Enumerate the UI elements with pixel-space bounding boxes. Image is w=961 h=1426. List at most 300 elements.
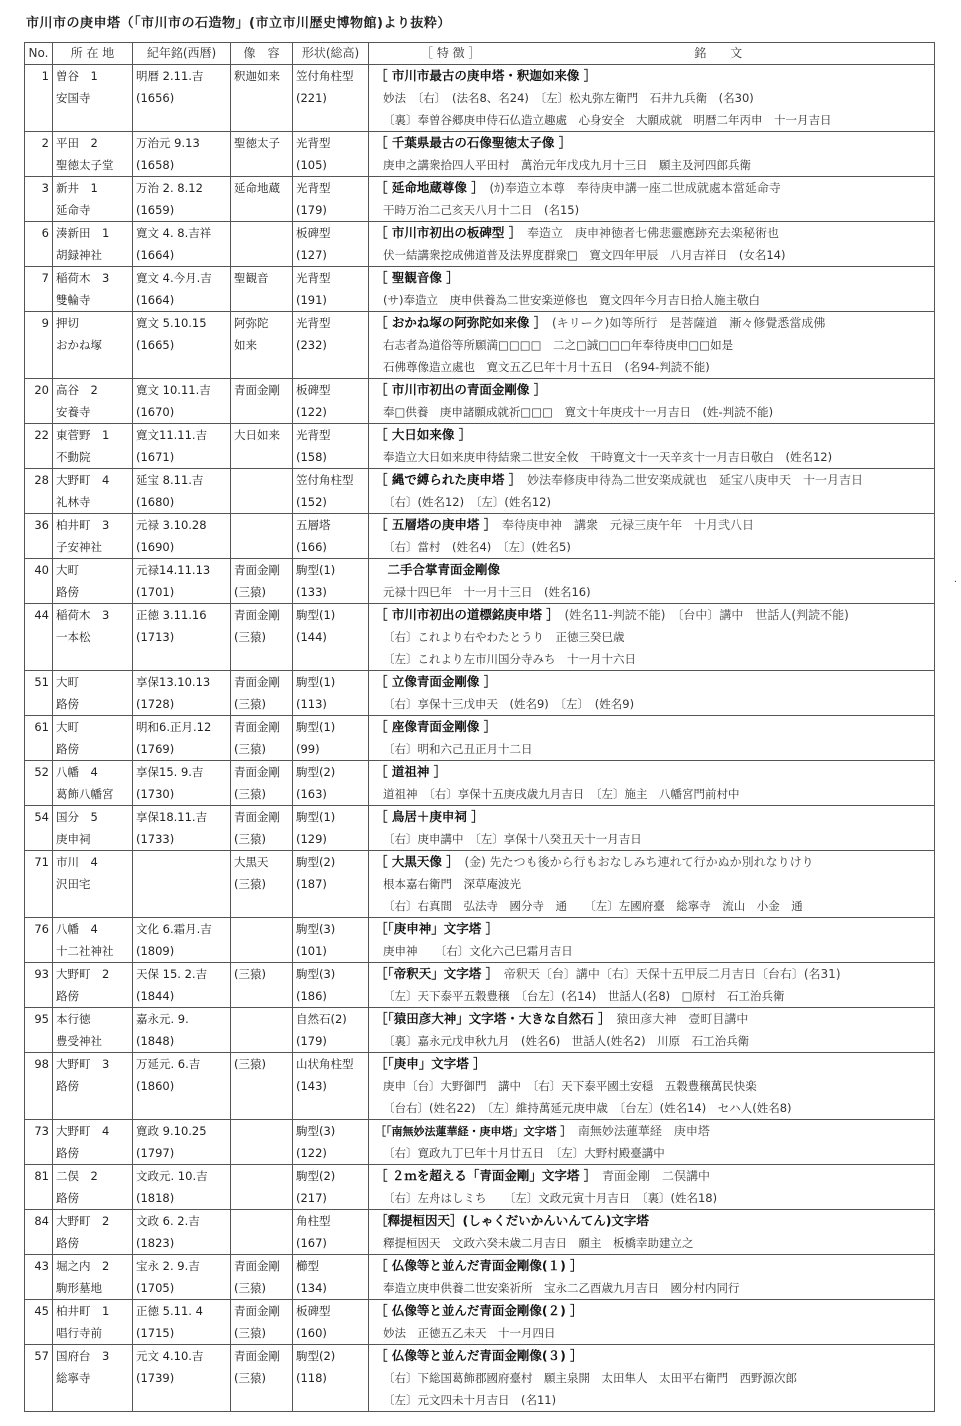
row-inscription-line: 奉造立庚申供養二世安楽祈所 宝永二乙酉歳九月吉日 國分村内同行 [383,1281,740,1295]
row-form-line: (113) [296,697,327,711]
row-date [133,1210,231,1255]
row-no [25,222,53,267]
table-row [25,963,935,1008]
row-no [25,1210,53,1255]
row-inscription-line: 干時万治二己亥天八月十二日 (名15) [383,203,580,217]
row-description [369,65,935,132]
row-image [231,1255,293,1300]
row-feature-line [369,851,934,873]
table-row [25,222,935,267]
row-date-line: 寛文 4. 8.吉祥 [136,226,212,240]
row-image-line: 延命地蔵 [234,181,280,195]
row-inscription-line: 元禄十四巳年 十一月十三日 (姓名16) [383,585,591,599]
row-image-line: 青面金剛 [234,383,280,397]
row-description [369,1165,935,1210]
row-location-line: 路傍 [56,742,79,756]
row-description [369,963,935,1008]
row-feature-line [369,963,934,985]
row-image [231,1053,293,1120]
row-location-line: 大野町 4 [56,473,110,487]
row-inscription-inline: (金) 先たつも後から行もおなしみち連れて行かぬか別れなりけり [452,855,814,869]
table-row [25,514,935,559]
row-feature-line [369,469,934,491]
row-no [25,918,53,963]
row-form-line: (158) [296,450,327,464]
row-image-line [231,536,292,558]
row-feature-line [369,1300,934,1322]
row-feature-heading: ［「庚申」文字塔 ］ [375,1056,486,1071]
row-no [25,761,53,806]
table-row [25,424,935,469]
row-inscription-inline: 妙法奉修庚申待為二世安楽成就也 延宝八庚申天 十一月吉日 [514,473,863,487]
row-no-line: 9 [41,316,49,330]
table-row [25,1165,935,1210]
row-form-line: 駒型(1) [296,720,336,734]
row-form [293,469,369,514]
row-location [53,379,133,424]
row-image [231,1210,293,1255]
row-description [369,1210,935,1255]
row-location [53,806,133,851]
row-location-line: 総寧寺 [56,1371,91,1385]
row-form-line: (187) [296,877,327,891]
row-description [369,671,935,716]
row-form-line: 駒型(1) [296,563,336,577]
row-location [53,671,133,716]
row-image-line: (三猿) [234,832,266,846]
row-description [369,1300,935,1345]
header-features-inscription [369,43,935,65]
row-location-line: 路傍 [56,697,79,711]
row-date-line: 寛文 10.11.吉 [136,383,211,397]
row-inscription-line: 庚申之講衆拾四人平田村 萬治元年戊戌九月十三日 願主及河四郎兵衛 [383,158,751,172]
row-location-line: 葛飾八幡宮 [56,787,114,801]
row-feature-heading: ［ 鳥居＋庚申祠 ］ [375,809,484,824]
row-form [293,312,369,379]
row-date [133,267,231,312]
row-feature-line [369,671,934,693]
row-image-line: 阿弥陀 [234,316,269,330]
row-feature-line [369,424,934,446]
table-row [25,379,935,424]
row-location [53,65,133,132]
row-location [53,604,133,671]
row-location [53,267,133,312]
row-form [293,132,369,177]
row-no [25,65,53,132]
row-form [293,424,369,469]
row-image [231,761,293,806]
row-image [231,514,293,559]
row-location [53,514,133,559]
row-no [25,559,53,604]
row-no [25,469,53,514]
row-image-line: 如来 [234,338,257,352]
row-description [369,267,935,312]
row-feature-line [369,1345,934,1367]
row-date-line [133,851,230,873]
row-date-line: 文政 6. 2.吉 [136,1214,200,1228]
table-row [25,1053,935,1120]
row-no [25,806,53,851]
row-form-line: 駒型(1) [296,608,336,622]
row-feature-heading: ［ 立像青面金剛像 ］ [375,674,497,689]
row-description [369,469,935,514]
row-inscription-inline: (ｶ)奉造立本尊 奉待庚申講一座二世成就處本當延命寺 [477,181,781,195]
row-image-line [231,1210,292,1232]
row-form-line: 光背型 [296,181,331,195]
row-image [231,1300,293,1345]
row-no-line: 61 [34,720,49,734]
row-date [133,379,231,424]
row-inscription-line: 奉□供養 庚申諸願成就祈□□□ 寛文十年庚戌十一月吉日 (姓-判読不能) [383,405,774,419]
row-date-line: 万延元. 6.吉 [136,1057,201,1071]
row-form-line: (127) [296,248,327,262]
row-form-line: 駒型(2) [296,765,336,779]
row-description [369,177,935,222]
row-image [231,132,293,177]
row-image-line: (三猿) [234,585,266,599]
row-location [53,132,133,177]
row-location-line: 十二社神社 [56,944,114,958]
row-location-line: 礼林寺 [56,495,91,509]
row-image-line [231,401,292,423]
row-image-line: 釈迦如来 [234,69,280,83]
row-image-line [231,940,292,962]
row-location-line: 胡録神社 [56,248,102,262]
row-description [369,604,935,671]
row-date-line: 宝永 2. 9.吉 [136,1259,200,1273]
row-inscription-line: 〔右〕左舟はしミち 〔左〕文政元寅十月吉日 〔裏〕(姓名18) [383,1191,718,1205]
row-no-line: 81 [34,1169,49,1183]
row-location [53,1300,133,1345]
row-form-line: (217) [296,1191,327,1205]
row-no [25,851,53,918]
row-image [231,379,293,424]
row-location [53,716,133,761]
row-image [231,604,293,671]
row-form [293,851,369,918]
row-location-line: 国府台 3 [56,1349,110,1363]
row-feature-heading: ［「猿田彦大神」文字塔・大きな自然石 ］ [375,1011,605,1026]
row-date-line: 万治元 9.13 [136,136,200,150]
row-form [293,918,369,963]
row-no-line: 98 [34,1057,49,1071]
row-date [133,222,231,267]
table-row [25,761,935,806]
row-image-line [231,289,292,311]
row-image-line: 聖観音 [234,271,269,285]
row-form [293,1255,369,1300]
row-no-line: 45 [34,1304,49,1318]
row-form [293,559,369,604]
row-form [293,65,369,132]
row-image [231,671,293,716]
row-date [133,469,231,514]
row-inscription-line: 奉造立大日如来庚申待結衆二世安全攸 干時寛文十一天辛亥十一月吉日敬白 (姓名12) [383,450,833,464]
row-feature-line [369,514,934,536]
row-description [369,559,935,604]
row-image [231,65,293,132]
row-image-line [231,199,292,221]
table-row [25,671,935,716]
row-date-line: (1728) [136,697,175,711]
header-form: 形状(総高) [293,43,369,65]
row-date-line: 文化 6.霜月.吉 [136,922,212,936]
row-image-line: (三猿) [234,1281,266,1295]
row-form-line: 駒型(2) [296,1349,336,1363]
row-image [231,716,293,761]
table-row [25,132,935,177]
row-date-line: 享保15. 9.吉 [136,765,204,779]
row-date-line: (1705) [136,1281,175,1295]
row-feature-line [369,918,934,940]
row-location-line: 大野町 4 [56,1124,110,1138]
row-no-line: 84 [34,1214,49,1228]
row-no-line: 22 [34,428,49,442]
row-form-line: 笠付角柱型 [296,473,354,487]
row-feature-line [369,222,934,244]
table-row [25,806,935,851]
row-date-line: (1680) [136,495,175,509]
row-date [133,806,231,851]
row-description [369,806,935,851]
row-inscription-line: 〔右〕當村 (姓名4) 〔左〕(姓名5) [383,540,571,554]
row-date-line: 文政元. 10.吉 [136,1169,208,1183]
row-location [53,1255,133,1300]
row-image-line [231,1075,292,1097]
row-location [53,761,133,806]
row-date [133,1053,231,1120]
row-location [53,177,133,222]
table-row [25,312,935,379]
row-image-line [231,491,292,513]
row-feature-line [369,1255,934,1277]
row-date-line: (1670) [136,405,175,419]
row-form-line: (99) [296,742,320,756]
row-description [369,1345,935,1412]
row-location [53,424,133,469]
row-form-line: 光背型 [296,428,331,442]
row-feature-heading: ［ 市川市初出の青面金剛像 ］ [375,382,547,397]
row-image-line [231,1187,292,1209]
row-image [231,1165,293,1210]
row-form-line: (179) [296,203,327,217]
row-image [231,963,293,1008]
row-form-line: 笠付角柱型 [296,69,354,83]
row-location-line: 安養寺 [56,405,91,419]
row-image-line: (三猿) [234,1057,266,1071]
row-date-line: (1664) [136,293,175,307]
row-feature-heading: ［「南無妙法蓮華経・庚申塔」文字塔 ］ [375,1125,566,1138]
row-feature-heading: ［ 大黒天像 ］ [375,854,453,869]
row-no-line: 73 [34,1124,49,1138]
row-location-line: 柏井町 1 [56,1304,110,1318]
row-feature-heading: ［釋提桓因天］(しゃくだいかんいんてん)文字塔 [375,1213,649,1228]
row-form-line: 駒型(3) [296,922,336,936]
row-image-line: (三猿) [234,742,266,756]
row-form-line: 板碑型 [296,383,331,397]
row-no-line: 6 [41,226,49,240]
row-form [293,379,369,424]
row-inscription-line: 〔右〕下総国葛飾郡國府臺村 願主泉開 太田隼人 太田平右衛門 西野源次郎 [383,1371,797,1385]
table-row [25,918,935,963]
row-form [293,604,369,671]
row-inscription-line: 〔右〕(姓名12) 〔左〕(姓名12) [383,495,551,509]
row-date [133,559,231,604]
row-date [133,851,231,918]
header-image: 像 容 [231,43,293,65]
row-date-line: 享保13.10.13 [136,675,211,689]
row-inscription-inline: 奉造立 庚申神徳者七佛悲靈應跡充去楽秘術也 [514,226,779,240]
row-location-line: 沢田宅 [56,877,91,891]
row-date [133,132,231,177]
row-form [293,761,369,806]
row-inscription-inline: 南無妙法蓮華経 庚申塔 [565,1124,710,1138]
row-date-line: 明和6.正月.12 [136,720,212,734]
row-form [293,1053,369,1120]
row-image-line [231,469,292,491]
row-location-line: 唱行寺前 [56,1326,102,1340]
row-image-line: (三猿) [234,1371,266,1385]
row-form [293,514,369,559]
row-date [133,1120,231,1165]
row-no-line: 71 [34,855,49,869]
row-form [293,1345,369,1412]
row-image-line [231,446,292,468]
row-no [25,514,53,559]
row-form [293,1300,369,1345]
row-location-line: 曽谷 1 [56,69,98,83]
row-date-line: (1844) [136,989,175,1003]
row-form-line: 五層塔 [296,518,331,532]
row-date-line: (1713) [136,630,175,644]
row-form-line: (105) [296,158,327,172]
table-body [25,65,935,1412]
row-image-line [231,1008,292,1030]
row-image-line [231,1030,292,1052]
row-form-line: 駒型(3) [296,1124,336,1138]
row-location [53,1210,133,1255]
row-form [293,1165,369,1210]
row-location-line: 高谷 2 [56,383,98,397]
row-location-line: 堀之内 2 [56,1259,110,1273]
row-location-line: 平田 2 [56,136,98,150]
row-date-line: (1659) [136,203,175,217]
row-date-line: 寛文 4.今月.吉 [136,271,212,285]
row-location [53,1120,133,1165]
row-location [53,1053,133,1120]
row-date-line: (1769) [136,742,175,756]
row-feature-heading: ［ 仏像等と並んだ青面金剛像(２) ］ [375,1303,583,1318]
row-date-line: (1656) [136,91,175,105]
row-no-line: 2 [41,136,49,150]
table-row [25,267,935,312]
row-location-line: 延命寺 [56,203,91,217]
row-image-line [231,514,292,536]
row-form-line: (143) [296,1079,327,1093]
row-form-line: 板碑型 [296,226,331,240]
row-feature-heading: ［ 仏像等と並んだ青面金剛像(１) ］ [375,1258,583,1273]
table-row [25,716,935,761]
row-form-line: 光背型 [296,316,331,330]
row-no [25,312,53,379]
row-description [369,1008,935,1053]
row-no [25,1345,53,1412]
row-feature-line [369,132,934,154]
row-form-line: (133) [296,585,327,599]
row-location-line: 大野町 2 [56,1214,110,1228]
row-description [369,424,935,469]
table-row [25,1255,935,1300]
row-form-line: (122) [296,405,327,419]
row-form-line: (118) [296,1371,327,1385]
row-no-line: 3 [41,181,49,195]
row-date-line: 嘉永元. 9. [136,1012,189,1026]
row-date-line: 寛文11.11.吉 [136,428,208,442]
table-row [25,1120,935,1165]
row-date [133,514,231,559]
row-form-line: (167) [296,1236,327,1250]
row-description [369,132,935,177]
row-date-line: (1730) [136,787,175,801]
row-image-line [231,918,292,940]
row-location [53,222,133,267]
row-feature-heading: ［ 仏像等と並んだ青面金剛像(３) ］ [375,1348,583,1363]
row-date-line: (1664) [136,248,175,262]
row-inscription-line: 〔左〕これより左市川国分寺みち 十一月十六日 [383,652,636,666]
row-feature-line [369,604,934,626]
row-location-line: 稲荷木 3 [56,608,110,622]
row-location-line: 押切 [56,316,79,330]
row-image-line: (三猿) [234,697,266,711]
row-image [231,1345,293,1412]
row-feature-heading: ［「庚申神」文字塔 ］ [375,921,499,936]
row-date-line: (1701) [136,585,175,599]
row-date-line: (1797) [136,1146,175,1160]
row-date [133,424,231,469]
row-inscription-line: 〔右〕明和六己丑正月十二日 [383,742,533,756]
row-form-line: 板碑型 [296,1304,331,1318]
row-feature-heading: ［ 市川市最古の庚申塔・釈迦如来像 ］ [375,68,597,83]
row-location-line: 安国寺 [56,91,91,105]
koshinto-table [24,42,935,1412]
row-feature-heading: ［ ２ｍを超える「青面金剛」文字塔 ］ [375,1168,590,1183]
header-no: No. [25,43,53,65]
row-no-line: 36 [34,518,49,532]
row-feature-line [369,177,934,199]
row-feature-line [369,1210,934,1232]
row-inscription-line: 妙法 正徳五乙未天 十一月四日 [383,1326,556,1340]
row-location-line: 大町 [56,675,79,689]
row-form-line: (191) [296,293,327,307]
row-feature-line [369,806,934,828]
header-location: 所 在 地 [53,43,133,65]
row-no [25,963,53,1008]
row-feature-line [369,1053,934,1075]
table-row [25,177,935,222]
row-no-line: 28 [34,473,49,487]
row-date-line: (1860) [136,1079,175,1093]
row-form-line: 駒型(2) [296,855,336,869]
row-location-line: 子安神社 [56,540,102,554]
row-image-line: 青面金剛 [234,810,280,824]
table-row [25,1300,935,1345]
row-feature-heading: ［ おかね塚の阿弥陀如来像 ］ [375,315,540,330]
table-row [25,469,935,514]
row-no [25,671,53,716]
row-inscription-line: 〔右〕庚申講中 〔左〕享保十八癸丑天十一月吉日 [383,832,642,846]
